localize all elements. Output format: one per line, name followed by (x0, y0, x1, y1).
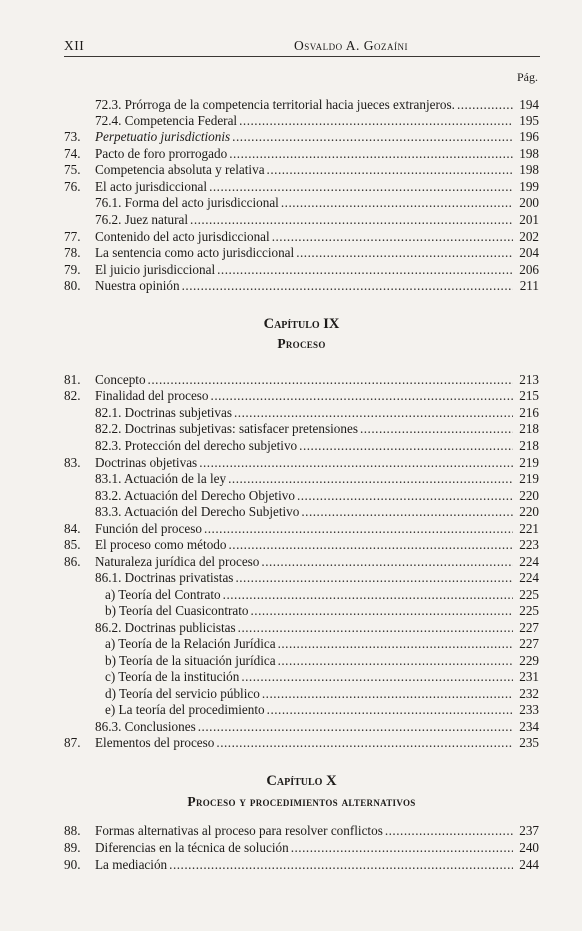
entry-title: 72.4. Competencia Federal (95, 113, 238, 128)
entry-page-number: 220 (519, 488, 539, 503)
entry-number: 85. (64, 537, 81, 552)
entry-title: 83.2. Actuación del Derecho Objetivo (95, 488, 295, 503)
entry-page-number: 224 (519, 570, 539, 585)
entry-page-number: 232 (519, 686, 539, 701)
entry-page-number: 227 (519, 636, 539, 651)
entry-title: Diferencias en la técnica de solución (95, 840, 289, 855)
entry-page-number: 225 (519, 603, 539, 618)
entry-number: 75. (64, 162, 81, 177)
dot-leader (241, 668, 513, 685)
entry-page-number: 235 (519, 735, 539, 750)
dot-leader (278, 635, 513, 652)
dot-leader (182, 277, 513, 294)
entry-title: 86.2. Doctrinas publicistas (95, 620, 236, 635)
entry-number: 74. (64, 146, 81, 161)
entry-number: 89. (64, 840, 81, 855)
toc-entry (64, 685, 539, 702)
toc-entry (64, 211, 539, 228)
entry-title: a) Teoría del Contrato (105, 587, 221, 602)
entry-page-number: 213 (519, 372, 539, 387)
header-page-number: XII (64, 38, 85, 53)
entry-title: d) Teoría del servicio público (105, 686, 260, 701)
toc-entry (64, 602, 539, 619)
entry-title: 76.2. Juez natural (95, 212, 189, 227)
entry-page-number: 231 (519, 669, 539, 684)
entry-title: 76.1. Forma del acto jurisdiccional (95, 195, 279, 210)
entry-page-number: 211 (519, 278, 539, 293)
toc-entry (64, 553, 539, 570)
entry-page-number: 194 (519, 97, 539, 112)
entry-page-number: 202 (519, 229, 539, 244)
entry-page-number: 215 (519, 388, 539, 403)
entry-page-number: 233 (519, 702, 539, 717)
toc-entry (64, 420, 539, 437)
dot-leader (262, 685, 513, 702)
entry-page-number: 195 (519, 113, 539, 128)
dot-leader (217, 261, 513, 278)
dot-leader (190, 211, 513, 228)
entry-number: 87. (64, 735, 81, 750)
dot-leader (291, 839, 513, 856)
entry-page-number: 201 (519, 212, 539, 227)
toc-entry (64, 652, 539, 669)
entry-title: c) Teoría de la institución (105, 669, 240, 684)
toc-entry (64, 822, 539, 839)
chapter-subtitle: Proceso y procedimientos alternativos (187, 794, 416, 809)
entry-number: 88. (64, 823, 81, 838)
entry-title: Nuestra opinión (95, 278, 180, 293)
entry-page-number: 223 (519, 537, 539, 552)
entry-page-number: 220 (519, 504, 539, 519)
entry-page-number: 218 (519, 438, 539, 453)
entry-page-number: 206 (519, 262, 539, 277)
toc-entry (64, 569, 539, 586)
entry-page-number: 225 (519, 587, 539, 602)
toc-entry (64, 856, 539, 873)
dot-leader (261, 553, 513, 570)
entry-title: Contenido del acto jurisdiccional (95, 229, 270, 244)
dot-leader (297, 487, 513, 504)
toc-entry (64, 586, 539, 603)
entry-title: Doctrinas objetivas (95, 455, 198, 470)
toc-entry (64, 194, 539, 211)
toc-entry (64, 261, 539, 278)
entry-title: 86.3. Conclusiones (95, 719, 196, 734)
toc-entry (64, 701, 539, 718)
entry-title: 83.1. Actuación de la ley (95, 471, 227, 486)
entry-page-number: 244 (519, 857, 539, 872)
entry-page-number: 227 (519, 620, 539, 635)
entry-page-number: 224 (519, 554, 539, 569)
entry-page-number: 229 (519, 653, 539, 668)
dot-leader (232, 128, 513, 145)
toc-entry (64, 668, 539, 685)
entry-title: El juicio jurisdiccional (95, 262, 216, 277)
toc-entry (64, 112, 539, 129)
entry-page-number: 198 (519, 162, 539, 177)
entry-number: 82. (64, 388, 81, 403)
entry-title: El proceso como método (95, 537, 227, 552)
toc-entry (64, 520, 539, 537)
toc-entry (64, 635, 539, 652)
entry-page-number: 200 (519, 195, 539, 210)
dot-leader (234, 404, 513, 421)
entry-title: b) Teoría de la situación jurídica (105, 653, 276, 668)
dot-leader (238, 619, 513, 636)
entry-page-number: 240 (519, 840, 539, 855)
dot-leader (272, 228, 513, 245)
entry-title: 82.1. Doctrinas subjetivas (95, 405, 232, 420)
dot-leader (169, 856, 513, 873)
page-column-label: Pág. (517, 70, 538, 84)
entry-page-number: 219 (519, 455, 539, 470)
toc-entry (64, 487, 539, 504)
dot-leader (229, 145, 513, 162)
chapter-subtitle: Proceso (277, 336, 326, 351)
toc-entry (64, 619, 539, 636)
dot-leader (209, 178, 513, 195)
entry-number: 86. (64, 554, 81, 569)
dot-leader (198, 718, 513, 735)
dot-leader (148, 371, 513, 388)
toc-entry (64, 437, 539, 454)
dot-leader (385, 822, 513, 839)
toc-entry (64, 228, 539, 245)
toc-entry (64, 96, 539, 113)
entry-number: 83. (64, 455, 81, 470)
entry-title: Perpetuatio jurisdictionis (95, 129, 231, 144)
entry-page-number: 199 (519, 179, 539, 194)
entry-title: Concepto (95, 372, 146, 387)
entry-title: Pacto de foro prorrogado (95, 146, 228, 161)
entry-title: 83.3. Actuación del Derecho Subjetivo (95, 504, 300, 519)
dot-leader (228, 536, 513, 553)
dot-leader (239, 112, 513, 129)
entry-page-number: 221 (519, 521, 539, 536)
entry-page-number: 198 (519, 146, 539, 161)
toc-entry (64, 178, 539, 195)
entry-title: 72.3. Prórroga de la competencia territorial hacia jueces extranjeros. (95, 97, 455, 112)
toc-entry (64, 470, 539, 487)
toc-entry (64, 128, 539, 145)
entry-number: 78. (64, 245, 81, 260)
toc-entry (64, 536, 539, 553)
toc-entry (64, 371, 539, 388)
entry-page-number: 204 (519, 245, 539, 260)
toc-entry (64, 734, 539, 751)
toc-entry (64, 839, 539, 856)
entry-number: 76. (64, 179, 81, 194)
toc-entry (64, 277, 539, 294)
entry-number: 90. (64, 857, 81, 872)
dot-leader (267, 701, 513, 718)
entry-number: 73. (64, 129, 81, 144)
entry-title: La sentencia como acto jurisdiccional (95, 245, 295, 260)
dot-leader (301, 503, 513, 520)
entry-title: Naturaleza jurídica del proceso (95, 554, 260, 569)
entry-page-number: 237 (519, 823, 539, 838)
dot-leader (228, 470, 513, 487)
entry-title: 82.3. Protección del derecho subjetivo (95, 438, 298, 453)
dot-leader (223, 586, 513, 603)
dot-leader (278, 652, 513, 669)
entry-page-number: 219 (519, 471, 539, 486)
toc-entry (64, 161, 539, 178)
toc-entry (64, 244, 539, 261)
entry-number: 79. (64, 262, 81, 277)
toc-entry (64, 145, 539, 162)
entry-title: Finalidad del proceso (95, 388, 209, 403)
dot-leader (296, 244, 513, 261)
entry-title: Función del proceso (95, 521, 202, 536)
toc-entry (64, 404, 539, 421)
entry-title: e) La teoría del procedimiento (105, 702, 265, 717)
entry-number: 84. (64, 521, 81, 536)
entry-title: b) Teoría del Cuasicontrato (105, 603, 249, 618)
dot-leader (211, 387, 513, 404)
chapter-heading: Capítulo IX (263, 316, 340, 332)
toc-entry (64, 387, 539, 404)
entry-title: El acto jurisdiccional (95, 179, 208, 194)
entry-title: La mediación (95, 857, 168, 872)
toc-entry (64, 503, 539, 520)
entry-number: 81. (64, 372, 81, 387)
chapter-heading: Capítulo X (266, 773, 337, 789)
entry-title: Elementos del proceso (95, 735, 215, 750)
dot-leader (360, 420, 513, 437)
entry-title: 82.2. Doctrinas subjetivas: satisfacer pretensiones (95, 421, 358, 436)
entry-number: 80. (64, 278, 81, 293)
dot-leader (299, 437, 513, 454)
entry-title: Competencia absoluta y relativa (95, 162, 265, 177)
entry-title: a) Teoría de la Relación Jurídica (105, 636, 276, 651)
header-author: Osvaldo A. Gozaíni (294, 38, 408, 53)
entry-page-number: 216 (519, 405, 539, 420)
entry-page-number: 218 (519, 421, 539, 436)
dot-leader (457, 96, 513, 113)
entry-title: Formas alternativas al proceso para resolver conflictos (95, 823, 383, 838)
entry-page-number: 196 (519, 129, 539, 144)
dot-leader (204, 520, 513, 537)
dot-leader (267, 161, 513, 178)
entry-title: 86.1. Doctrinas privatistas (95, 570, 234, 585)
dot-leader (281, 194, 513, 211)
entry-page-number: 234 (519, 719, 539, 734)
dot-leader (250, 602, 513, 619)
entry-number: 77. (64, 229, 81, 244)
running-header (64, 38, 540, 57)
toc-entry (64, 454, 539, 471)
toc-entry (64, 718, 539, 735)
dot-leader (199, 454, 513, 471)
dot-leader (216, 734, 513, 751)
dot-leader (235, 569, 513, 586)
